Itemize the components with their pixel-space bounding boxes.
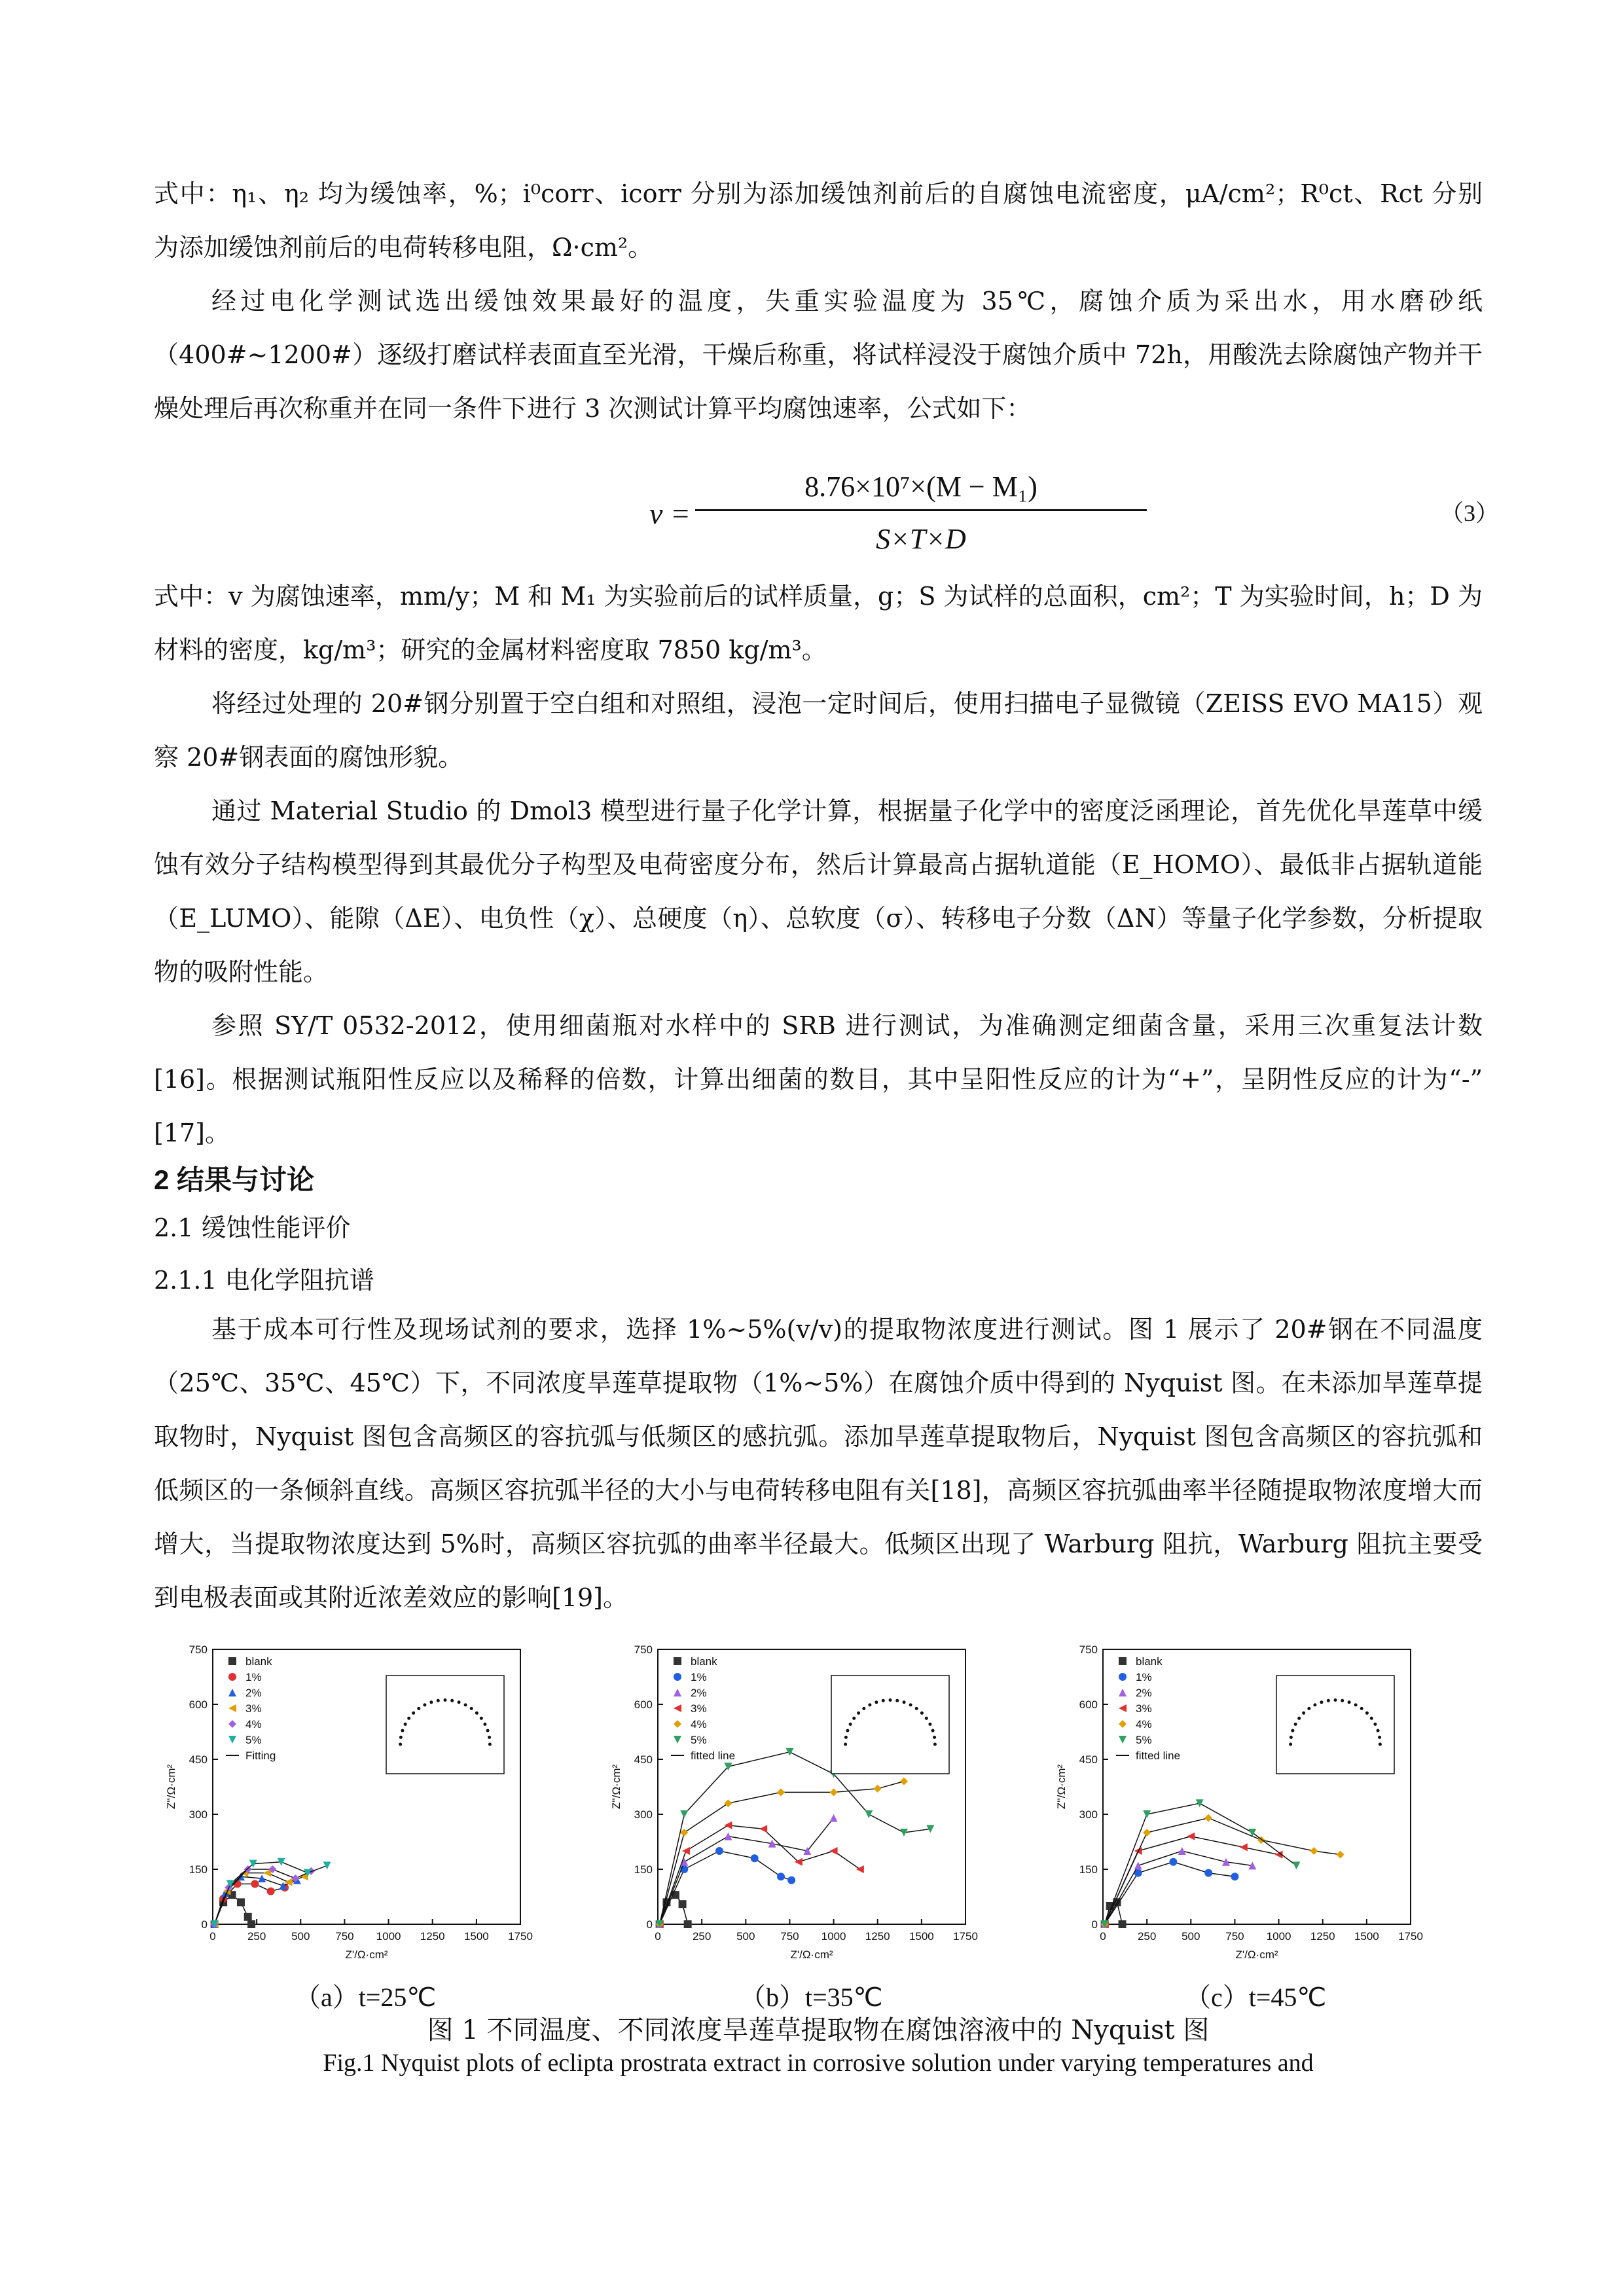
y-tick-label: 450 <box>634 1753 653 1766</box>
legend-marker <box>1119 1657 1127 1665</box>
legend-marker <box>1119 1689 1127 1696</box>
x-tick-label: 0 <box>209 1930 216 1943</box>
inset-point <box>483 1723 486 1726</box>
data-point-2% <box>1134 1861 1142 1869</box>
legend-label: 1% <box>1136 1671 1152 1683</box>
y-tick-label: 150 <box>634 1863 653 1876</box>
data-point-blank <box>1119 1920 1127 1928</box>
inset-point <box>437 1699 440 1702</box>
fit-line-3% <box>660 1825 860 1924</box>
data-point-5% <box>680 1810 688 1818</box>
x-tick-label: 250 <box>1137 1930 1157 1943</box>
inset-point <box>931 1729 935 1732</box>
y-tick-label: 150 <box>1079 1863 1098 1876</box>
x-tick-label: 250 <box>247 1930 266 1943</box>
subcaption-b: （b）t=35℃ <box>740 1982 883 2012</box>
inset-point <box>895 1699 899 1702</box>
legend-marker <box>228 1657 236 1665</box>
legend-label: 1% <box>245 1671 262 1683</box>
data-point-4% <box>1143 1829 1151 1837</box>
data-point-5% <box>323 1861 331 1869</box>
legend-label: 2% <box>1136 1687 1152 1699</box>
subcaption-c: （c）t=45℃ <box>1185 1982 1327 2012</box>
equation-label: （3） <box>1440 500 1500 526</box>
x-tick-label: 750 <box>1225 1930 1244 1943</box>
fit-line-5% <box>1105 1803 1297 1924</box>
inset-point <box>849 1723 852 1726</box>
inset-point <box>1320 1700 1323 1704</box>
inset-point <box>1365 1712 1369 1715</box>
legend-label: 2% <box>245 1687 262 1699</box>
inset-point <box>846 1729 849 1732</box>
data-point-4% <box>874 1785 882 1793</box>
y-tick-label: 0 <box>201 1918 208 1931</box>
inset-point <box>868 1703 871 1706</box>
legend-label: 3% <box>691 1702 707 1715</box>
data-point-3% <box>724 1821 732 1829</box>
paragraph-definitions-1a: 式中：η₁、η₂ 均为缓蚀率，%；i⁰corr、icorr 分别为添加缓蚀剂前后的自腐蚀电流密度，μA/cm²；R⁰ct、Rct 分别 <box>154 179 1483 208</box>
inset-point <box>875 1700 878 1704</box>
inset-point <box>401 1729 404 1732</box>
legend-marker <box>1119 1720 1127 1728</box>
y-tick-label: 600 <box>1079 1698 1098 1711</box>
inset-point <box>450 1699 454 1702</box>
y-axis-label: Z''/Ω·cm² <box>610 1764 623 1810</box>
inset-point <box>933 1743 937 1746</box>
data-point-blank <box>237 1898 245 1906</box>
inset-point <box>920 1712 924 1715</box>
inset-point <box>1370 1717 1373 1720</box>
data-point-1% <box>1231 1873 1238 1880</box>
x-tick-label: 1750 <box>1398 1930 1423 1943</box>
equation-denominator: S×T×D <box>876 523 966 555</box>
data-point-3% <box>1240 1843 1248 1851</box>
x-tick-label: 750 <box>335 1930 354 1943</box>
inset-point <box>1290 1736 1293 1739</box>
inset-point <box>470 1707 473 1710</box>
data-point-4% <box>680 1829 688 1837</box>
fit-line-2% <box>1105 1851 1253 1924</box>
data-point-5% <box>1196 1799 1204 1807</box>
inset-point <box>857 1712 860 1715</box>
data-point-1% <box>234 1880 242 1888</box>
legend-label: 3% <box>245 1702 262 1715</box>
legend-label: 4% <box>245 1718 262 1731</box>
y-tick-label: 300 <box>189 1808 208 1821</box>
x-axis-label: Z'/Ω·cm² <box>345 1948 388 1961</box>
y-tick-label: 750 <box>634 1643 653 1656</box>
data-point-4% <box>900 1778 908 1785</box>
data-point-1% <box>751 1854 759 1862</box>
data-point-blank <box>684 1920 692 1928</box>
x-tick-label: 1250 <box>865 1930 890 1943</box>
y-tick-label: 450 <box>1079 1753 1098 1766</box>
inset-point <box>1313 1703 1316 1706</box>
inset-point <box>1302 1712 1305 1715</box>
legend-marker <box>674 1704 681 1712</box>
data-point-1% <box>251 1880 259 1888</box>
inset-point <box>488 1736 491 1739</box>
x-axis-label: Z'/Ω·cm² <box>790 1948 833 1961</box>
data-point-3% <box>759 1825 767 1833</box>
inset-point <box>1378 1736 1381 1739</box>
x-tick-label: 1750 <box>953 1930 978 1943</box>
legend-marker <box>1119 1736 1127 1744</box>
legend-marker <box>228 1673 236 1681</box>
legend-marker <box>674 1657 681 1665</box>
legend-label: fitted line <box>691 1749 736 1762</box>
paragraph-weight-loss: 经过电化学测试选出缓蚀效果最好的温度，失重实验温度为 35℃，腐蚀介质为采出水，用水磨砂纸（400#~1200#）逐级打磨试样表面直至光滑，干燥后称重，将试样浸没于腐蚀介质中 72h，用酸洗去除腐蚀产物并干燥处理后再次称重并在同一条件下进行 3 次测试计算平均腐蚀速率，公式如下： <box>154 287 1483 423</box>
legend-label: 5% <box>245 1734 262 1746</box>
x-tick-label: 250 <box>692 1930 712 1943</box>
legend-marker <box>228 1736 236 1744</box>
inset-point <box>1379 1743 1382 1746</box>
data-point-1% <box>715 1847 723 1855</box>
x-tick-label: 1750 <box>508 1930 533 1943</box>
y-tick-label: 0 <box>1091 1918 1098 1931</box>
data-point-1% <box>777 1873 785 1880</box>
data-point-1% <box>267 1888 275 1895</box>
inset-point <box>429 1700 433 1704</box>
subcaption-a: （a）t=25℃ <box>295 1982 437 2012</box>
fit-line-1% <box>660 1851 791 1924</box>
x-tick-label: 0 <box>655 1930 661 1943</box>
inset-point <box>1334 1698 1337 1702</box>
data-point-blank <box>679 1900 687 1908</box>
legend-marker <box>1119 1704 1127 1712</box>
inset-point <box>412 1712 415 1715</box>
subsubsection-heading: 2.1.1 电化学阻抗谱 <box>154 1266 374 1295</box>
y-tick-label: 600 <box>634 1698 653 1711</box>
inset-point <box>862 1707 865 1710</box>
inset-point <box>417 1707 420 1710</box>
x-tick-label: 1500 <box>1354 1930 1379 1943</box>
x-tick-label: 1500 <box>463 1930 489 1943</box>
y-axis-label: Z''/Ω·cm² <box>1055 1764 1068 1810</box>
equation-numerator: 8.76×10⁷×(M − M₁) <box>804 471 1038 503</box>
data-point-4% <box>724 1799 732 1807</box>
inset-point <box>1291 1729 1294 1732</box>
data-point-2% <box>830 1814 838 1822</box>
inset-point <box>889 1698 892 1702</box>
data-point-5% <box>785 1748 793 1756</box>
inset-point <box>1373 1723 1377 1726</box>
inset-point <box>1348 1700 1351 1704</box>
fit-line-3% <box>1105 1837 1279 1924</box>
inset-point <box>909 1703 912 1706</box>
inset-point <box>444 1698 447 1702</box>
legend-label: blank <box>245 1655 272 1668</box>
x-tick-label: 500 <box>736 1930 755 1943</box>
inset-point <box>903 1700 906 1704</box>
inset-point <box>844 1743 847 1746</box>
data-point-blank <box>244 1913 252 1921</box>
paragraph-srb: 参照 SY/T 0532-2012，使用细菌瓶对水样中的 SRB 进行测试，为准确测定细菌含量，采用三次重复法计数[16]。根据测试瓶阳性反应以及稀释的倍数，计算出细菌的数目，其中呈阳性反应的计为“+”，呈阴性反应的计为“-” [17]。 <box>154 1011 1483 1147</box>
figure-caption-cn: 图 1 不同温度、不同浓度旱莲草提取物在腐蚀溶液中的 Nyquist 图 <box>427 2015 1210 2045</box>
equation-lhs: v = <box>649 497 691 530</box>
paragraph-nyquist: 基于成本可行性及现场试剂的要求，选择 1%~5%(v/v)的提取物浓度进行测试。图 1 展示了 20#钢在不同温度（25℃、35℃、45℃）下，不同浓度旱莲草提取物（1%~5%）在腐蚀介质中得到的 Nyquist 图。在未添加旱莲草提取物时，Nyquist 图包含高频区的容抗弧与低频区的感抗弧。添加旱莲草提取物后，Nyquist 图包含高频区的容抗弧和低频区的一条倾斜直线。高频区容抗弧半径的大小与电荷转移电阻有关[18]，高频区容抗弧曲率半径随提取物浓度增大而增大，当提取物浓度达到 5%时，高频区容抗弧的曲率半径最大。低频区出现了 Warburg 阻抗，Warburg 阻抗主要受到电极表面或其附近浓差效应的影响[19]。 <box>154 1315 1483 1612</box>
data-point-3% <box>830 1847 838 1855</box>
x-tick-label: 500 <box>291 1930 310 1943</box>
x-tick-label: 750 <box>780 1930 799 1943</box>
inset-point <box>1294 1723 1297 1726</box>
inset-point <box>399 1743 402 1746</box>
inset-point <box>1307 1707 1310 1710</box>
x-tick-label: 1000 <box>376 1930 401 1943</box>
section-heading: 2 结果与讨论 <box>154 1164 315 1195</box>
legend-marker <box>674 1736 681 1744</box>
fit-line-1% <box>1105 1862 1235 1924</box>
data-point-5% <box>865 1810 873 1818</box>
inset-point <box>1377 1729 1380 1732</box>
y-tick-label: 0 <box>646 1918 653 1931</box>
inset-point <box>475 1712 478 1715</box>
y-tick-label: 450 <box>189 1753 208 1766</box>
data-point-4% <box>777 1788 785 1796</box>
paragraph-sem: 将经过处理的 20#钢分别置于空白组和对照组，浸泡一定时间后，使用扫描电子显微镜（ZEISS EVO MA15）观察 20#钢表面的腐蚀形貌。 <box>154 689 1483 772</box>
legend-marker <box>228 1704 236 1712</box>
fraction-bar <box>695 509 1147 511</box>
legend-label: fitted line <box>1136 1749 1181 1762</box>
y-tick-label: 300 <box>1079 1808 1098 1821</box>
y-tick-label: 750 <box>1079 1643 1098 1656</box>
y-tick-label: 600 <box>189 1698 208 1711</box>
inset-point <box>486 1729 490 1732</box>
inset-point <box>915 1707 918 1710</box>
x-tick-label: 1500 <box>909 1930 934 1943</box>
data-point-1% <box>1204 1869 1212 1877</box>
x-axis-label: Z'/Ω·cm² <box>1235 1948 1278 1961</box>
inset-point <box>1327 1699 1330 1702</box>
y-tick-label: 750 <box>189 1643 208 1656</box>
legend-marker <box>1119 1673 1127 1681</box>
legend-marker <box>674 1689 681 1696</box>
data-point-1% <box>1169 1858 1177 1866</box>
inset-point <box>404 1723 407 1726</box>
legend-label: blank <box>691 1655 717 1668</box>
chart-a <box>154 1636 605 1977</box>
y-axis-label: Z''/Ω·cm² <box>165 1764 177 1810</box>
data-point-1% <box>787 1876 795 1884</box>
data-point-4% <box>1310 1847 1318 1855</box>
legend-marker <box>674 1720 681 1728</box>
inset-point <box>852 1717 856 1720</box>
legend-label: 4% <box>691 1718 707 1731</box>
subsection-heading: 2.1 缓蚀性能评价 <box>154 1213 351 1242</box>
paragraph-definitions-1b: 为添加缓蚀剂前后的电荷转移电阻，Ω·cm²。 <box>154 233 653 262</box>
legend-label: 5% <box>691 1734 707 1746</box>
data-point-4% <box>1204 1814 1212 1822</box>
data-point-blank <box>247 1920 255 1928</box>
inset-point <box>1354 1703 1358 1706</box>
legend-marker <box>228 1720 236 1728</box>
inset-point <box>844 1736 848 1739</box>
paragraph-variables: 式中：v 为腐蚀速率，mm/y；M 和 M₁ 为实验前后的试样质量，g；S 为试样的总面积，cm²；T 为实验时间，h；D 为材料的密度，kg/m³；研究的金属材料密度取 7850 kg/m³。 <box>154 582 1483 664</box>
legend-label: 5% <box>1136 1734 1152 1746</box>
equation-corrosion-rate <box>154 458 1500 569</box>
chart-b <box>599 1636 1051 1977</box>
inset-point <box>1289 1743 1292 1746</box>
legend-label: Fitting <box>245 1749 276 1762</box>
data-point-5% <box>1143 1810 1151 1818</box>
inset-point <box>1341 1699 1344 1702</box>
legend-marker <box>228 1689 236 1696</box>
y-tick-label: 300 <box>634 1808 653 1821</box>
data-point-5% <box>1292 1861 1300 1869</box>
x-tick-label: 0 <box>1100 1930 1106 1943</box>
inset-point <box>407 1717 410 1720</box>
data-point-3% <box>1187 1833 1195 1840</box>
inset-point <box>423 1703 426 1706</box>
inset-point <box>1297 1717 1301 1720</box>
legend-label: 3% <box>1136 1702 1152 1715</box>
data-point-3% <box>856 1865 864 1873</box>
data-point-4% <box>830 1788 838 1796</box>
x-tick-label: 1250 <box>420 1930 445 1943</box>
data-point-2% <box>1178 1847 1186 1855</box>
inset-point <box>464 1703 467 1706</box>
x-tick-label: 500 <box>1182 1930 1200 1943</box>
figure-caption-en: Fig.1 Nyquist plots of eclipta prostrata extract in corrosive solution under varying temperatures and <box>323 2049 1314 2077</box>
chart-c <box>1044 1636 1496 1977</box>
x-tick-label: 1000 <box>1266 1930 1291 1943</box>
inset-point <box>480 1717 483 1720</box>
x-tick-label: 1250 <box>1310 1930 1335 1943</box>
inset-point <box>928 1723 931 1726</box>
data-point-4% <box>1337 1851 1344 1859</box>
data-point-3% <box>682 1847 690 1855</box>
paragraph-quantum: 通过 Material Studio 的 Dmol3 模型进行量子化学计算，根据量子化学中的密度泛函理论，首先优化旱莲草中缓蚀有效分子结构模型得到其最优分子构型及电荷密度分布，然后计算最高占据轨道能（E_HOMO）、最低非占据轨道能（E_LUMO）、能隙（ΔE）、电负性（χ）、总硬度（η）、总软度（σ）、转移电子分数（ΔN）等量子化学参数，分析提取物的吸附性能。 <box>154 797 1483 986</box>
legend-label: 2% <box>691 1687 707 1699</box>
legend-label: 1% <box>691 1671 707 1683</box>
inset-point <box>925 1717 928 1720</box>
x-tick-label: 1000 <box>821 1930 846 1943</box>
fit-line-4% <box>660 1782 904 1924</box>
inset-point <box>488 1743 492 1746</box>
y-tick-label: 150 <box>189 1863 208 1876</box>
inset-point <box>933 1736 936 1739</box>
legend-marker <box>674 1673 681 1681</box>
inset-point <box>1360 1707 1363 1710</box>
legend-label: 4% <box>1136 1718 1152 1731</box>
inset-point <box>399 1736 403 1739</box>
inset-point <box>458 1700 461 1704</box>
fit-line-5% <box>660 1752 931 1924</box>
legend-label: blank <box>1136 1655 1163 1668</box>
inset-point <box>882 1699 885 1702</box>
